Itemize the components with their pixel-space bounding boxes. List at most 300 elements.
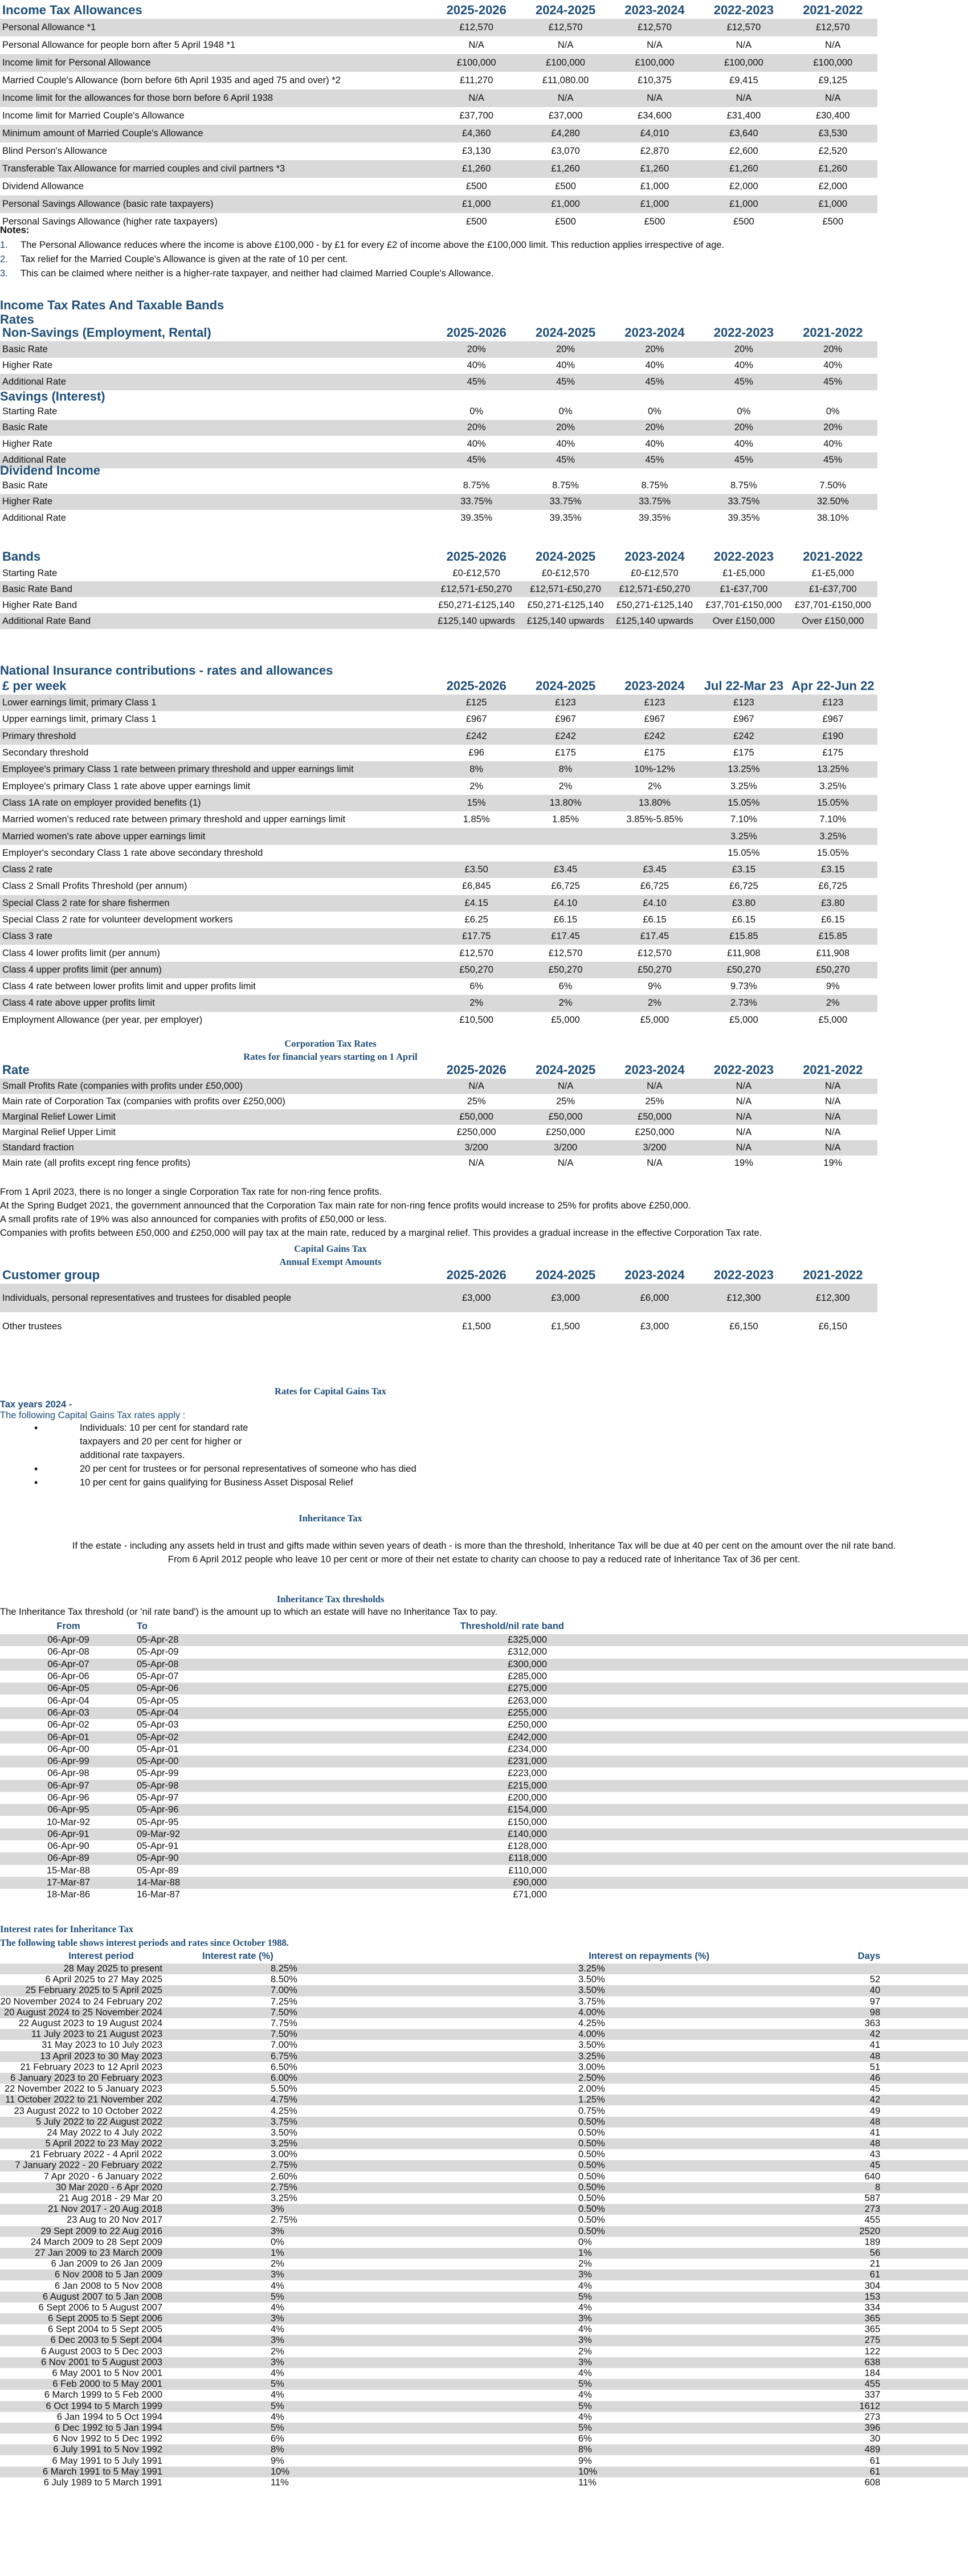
interest-rate-row <box>0 2434 968 2444</box>
non-savings-table-cell: 20% <box>789 341 877 358</box>
interest-days: 396 <box>709 2423 880 2434</box>
iht-from-date: 06-Apr-91 <box>0 1828 137 1840</box>
interest-period: 23 August 2022 to 10 October 2022 <box>14 2105 162 2116</box>
interest-rates-title: Interest rates for Inheritance Tax <box>0 1924 134 1934</box>
savings-table-row <box>0 436 877 452</box>
income-tax-allowances-table-cell: £1,000 <box>610 195 699 213</box>
ni-row <box>0 811 877 828</box>
iht-threshold-value: £200,000 <box>508 1793 547 1803</box>
interest-on-repayments: 2% <box>578 2346 592 2357</box>
interest-on-repayments: 3.75% <box>578 1996 605 2007</box>
interest-blank-cell <box>880 2193 968 2204</box>
iht-from-date: 17-Mar-87 <box>0 1877 137 1889</box>
ni-cell: £6,725 <box>551 881 580 892</box>
interest-rate: 4.25% <box>271 2105 297 2116</box>
iht-blank-cell <box>564 1767 968 1779</box>
interest-rate-row <box>0 2193 968 2204</box>
interest-col-header: Interest on repayments (%) <box>589 1950 709 1961</box>
interest-days: 45 <box>869 2084 880 2095</box>
income-tax-allowances-table-row-label: Blind Person's Allowance <box>2 146 107 156</box>
ni-cell: £10,500 <box>459 1014 493 1025</box>
corporation-tax-notes <box>0 1185 762 1240</box>
interest-blank-cell <box>880 2171 968 2182</box>
inheritance-tax-title: Inheritance Tax <box>299 1513 362 1524</box>
income-tax-allowances-table-cell: £3,640 <box>699 125 788 142</box>
income-tax-allowances-table-row <box>0 125 877 142</box>
non-savings-table-header <box>0 324 877 341</box>
ni-cell: 1.85% <box>463 814 490 825</box>
non-savings-table-cell: 20% <box>699 341 788 358</box>
income-tax-allowances-table-cell: £31,400 <box>726 111 761 121</box>
ni-cell: £242 <box>521 728 610 745</box>
capital-gains-table-header <box>0 1266 877 1284</box>
corporation-tax-table-cell: N/A <box>610 1079 699 1094</box>
interest-days: 8 <box>709 2182 880 2193</box>
interest-on-repayments: 0.50% <box>578 2215 605 2226</box>
iht-threshold-row <box>0 1767 968 1779</box>
iht-to-date: 05-Apr-00 <box>137 1756 239 1767</box>
iht-threshold-value: £250,000 <box>508 1720 547 1730</box>
savings-table <box>0 403 877 468</box>
iht-from-date: 06-Apr-01 <box>0 1731 137 1743</box>
savings-table-cell: 45% <box>789 452 877 469</box>
income-tax-allowances-table-cell: £37,700 <box>459 111 493 121</box>
ni-row-label: Employment Allowance (per year, per employer) <box>2 1014 203 1025</box>
dividend-table-cell: 39.35% <box>460 512 493 523</box>
interest-rate: 3.25% <box>202 2138 333 2149</box>
non-savings-table-cell: 40% <box>467 360 486 371</box>
interest-days: 365 <box>709 2313 880 2324</box>
interest-rate: 5.50% <box>271 2084 297 2095</box>
ni-row-label: Married women's reduced rate between primary threshold and upper earnings limit <box>2 814 346 825</box>
iht-to-date: 05-Apr-04 <box>137 1707 239 1719</box>
income-tax-allowances-table-cell: £1,260 <box>789 160 877 178</box>
non-savings-table-row <box>0 374 877 390</box>
non-savings-table-col-header: 2024-2025 <box>535 325 596 340</box>
iht-thresholds-title: Inheritance Tax thresholds <box>276 1594 385 1605</box>
ni-cell: £123 <box>610 695 699 711</box>
iht-threshold-value: £312,000 <box>508 1647 547 1658</box>
corporation-tax-table-cell: N/A <box>699 1109 788 1125</box>
non-savings-table-cell: 40% <box>556 360 575 371</box>
dividend-table-cell: 33.75% <box>610 494 699 511</box>
rates-subtitle: Rates <box>0 312 34 326</box>
iht-from-date: 06-Apr-07 <box>0 1659 137 1671</box>
interest-days: 52 <box>869 1974 880 1985</box>
iht-threshold-row <box>0 1865 968 1877</box>
income-tax-allowances-table-row <box>0 160 877 178</box>
interest-rate-row <box>0 2105 968 2116</box>
savings-table-cell: 0% <box>826 406 840 417</box>
corporation-tax-table-cell: N/A <box>736 1096 752 1107</box>
interest-blank-cell <box>880 2313 968 2324</box>
interest-rate-row <box>0 2390 968 2401</box>
income-tax-allowances-table-row-label: Income limit for Personal Allowance <box>0 54 432 72</box>
iht-to-date: 16-Mar-87 <box>137 1889 181 1900</box>
bands-table-header <box>0 548 877 565</box>
iht-threshold-row <box>0 1719 968 1731</box>
interest-rate: 3.00% <box>271 2149 297 2160</box>
savings-table-row-label: Higher Rate <box>2 438 53 449</box>
ni-cell: £50,270 <box>610 962 699 978</box>
interest-period: 6 March 1999 to 5 Feb 2000 <box>44 2390 162 2401</box>
ni-cell: £50,270 <box>699 962 788 978</box>
corporation-tax-table-cell: £50,000 <box>521 1109 610 1125</box>
interest-rate-row <box>0 2237 968 2248</box>
ni-cell: £50,270 <box>521 962 610 978</box>
ni-cell: £6.15 <box>732 915 756 925</box>
iht-from-date: 06-Apr-90 <box>47 1841 89 1852</box>
interest-blank-cell <box>880 2292 968 2303</box>
ni-cell: £242 <box>432 728 521 745</box>
notes-title: Notes: <box>0 225 30 235</box>
corporation-tax-table-row-label: Main rate (all profits except ring fence profits) <box>2 1158 191 1168</box>
ni-row <box>0 828 877 844</box>
interest-days: 46 <box>709 2073 880 2084</box>
interest-on-repayments: 4% <box>578 2280 592 2291</box>
interest-days: 638 <box>709 2357 880 2368</box>
non-savings-table-row-label: Basic Rate <box>0 341 432 358</box>
ni-row-label: Employee's primary Class 1 rate above upper earnings limit <box>2 781 251 791</box>
income-tax-allowances-table-cell: £500 <box>733 217 754 227</box>
income-tax-allowances-table-row-label: Personal Allowance for people born after 5 April 1948 *1 <box>2 40 236 50</box>
interest-on-repayments: 0.50% <box>333 2204 709 2215</box>
interest-on-repayments: 3.50% <box>333 1985 709 1996</box>
interest-rate: 3% <box>202 2204 333 2215</box>
interest-rate-row <box>0 2084 968 2095</box>
ni-cell: 9.73% <box>730 981 757 992</box>
corporation-tax-table-cell: 19% <box>823 1158 843 1168</box>
iht-from-date: 10-Mar-92 <box>46 1816 91 1827</box>
corporation-tax-note: At the Spring Budget 2021, the government announced that the Corporation Tax main rate for non-ring fence profits would increase to 25% for profits above £250,000. <box>0 1201 691 1211</box>
ni-row <box>0 745 877 761</box>
ni-row <box>0 995 877 1011</box>
ni-cell: 2% <box>521 995 610 1011</box>
interest-blank-cell <box>880 2259 968 2269</box>
ni-cell: 15.05% <box>699 795 788 811</box>
income-tax-allowances-table-cell: N/A <box>432 89 521 107</box>
iht-to-date: 05-Apr-98 <box>137 1780 239 1792</box>
corporation-tax-table-cell: 19% <box>734 1158 753 1168</box>
iht-from-date: 06-Apr-89 <box>0 1852 137 1864</box>
interest-blank-cell <box>880 2303 968 2313</box>
income-tax-allowances-table-cell: £100,000 <box>432 54 521 72</box>
corporation-tax-table-row-label: Standard fraction <box>0 1140 432 1156</box>
capital-gains-table-cell: £1,500 <box>461 1321 491 1332</box>
ni-cell <box>521 828 610 844</box>
interest-blank-cell <box>880 2357 968 2368</box>
iht-threshold-row <box>0 1683 968 1695</box>
dividend-table-row <box>0 494 877 511</box>
ni-cell: £15.85 <box>789 928 877 945</box>
income-tax-allowances-table-cell: £1,000 <box>699 195 788 213</box>
ni-header-label: £ per week <box>2 678 67 693</box>
corporation-tax-table-cell: 25% <box>556 1096 575 1107</box>
income-tax-allowances-table-cell: N/A <box>699 89 788 107</box>
interest-days: 587 <box>864 2193 880 2204</box>
corporation-tax-table-cell: 25% <box>645 1096 664 1107</box>
interest-rate-row <box>0 2040 968 2051</box>
non-savings-table-col-header: 2023-2024 <box>624 325 685 340</box>
income-tax-allowances-table <box>0 1 877 231</box>
interest-days: 489 <box>709 2444 880 2455</box>
ni-cell: £3.15 <box>699 862 788 878</box>
income-tax-allowances-table-cell: N/A <box>557 40 574 50</box>
interest-period: 21 Aug 2018 - 29 Mar 20 <box>59 2193 162 2204</box>
iht-blank-cell <box>564 1634 968 1646</box>
ni-header <box>0 677 877 695</box>
iht-threshold-value: £71,000 <box>513 1889 547 1900</box>
iht-threshold-row <box>0 1792 968 1804</box>
non-savings-table-row <box>0 358 877 374</box>
income-tax-allowances-table-row-label: Income limit for the allowances for those born before 6 April 1938 <box>0 89 432 107</box>
ni-cell: 13.25% <box>699 761 788 778</box>
ni-row-label: Class 3 rate <box>0 928 432 945</box>
iht-threshold-value: £242,000 <box>239 1731 564 1743</box>
ni-row-label: Lower earnings limit, primary Class 1 <box>0 695 432 711</box>
iht-blank-cell <box>564 1659 968 1671</box>
ni-cell: £4.10 <box>521 895 610 912</box>
income-tax-allowances-table-cell: £1,000 <box>521 195 610 213</box>
dividend-table-row-label: Basic Rate <box>2 480 48 491</box>
dividend-table-row-label: Additional Rate <box>2 512 66 523</box>
interest-on-repayments: 3% <box>333 2357 709 2368</box>
bands-table-cell: Over £150,000 <box>789 613 877 629</box>
corporation-tax-table-cell: N/A <box>736 1127 752 1137</box>
bullet-icon: • <box>34 1477 38 1488</box>
interest-rate: 2.75% <box>271 2215 297 2226</box>
income-tax-allowances-table-cell: £500 <box>465 217 487 227</box>
interest-blank-cell <box>880 2138 968 2149</box>
interest-rate-row <box>0 2477 968 2488</box>
interest-period: 30 Mar 2020 - 6 Apr 2020 <box>0 2182 202 2193</box>
ni-row-label: Employer's secondary Class 1 rate above secondary threshold <box>2 847 263 858</box>
ni-row <box>0 778 877 794</box>
corporation-tax-table-cell: N/A <box>521 1079 610 1094</box>
corporation-tax-table-header <box>0 1061 877 1079</box>
income-tax-allowances-table-cell: £500 <box>822 217 844 227</box>
interest-on-repayments: 5% <box>333 2379 709 2390</box>
interest-blank-cell <box>880 2379 968 2390</box>
ni-cell: £17.45 <box>610 928 699 945</box>
bands-table-row-label: Starting Rate <box>2 568 58 578</box>
interest-blank-cell <box>880 2335 968 2346</box>
interest-period: 25 February 2025 to 5 April 2025 <box>0 1985 202 1996</box>
iht-from-date: 06-Apr-96 <box>47 1793 89 1803</box>
ni-cell: £5,000 <box>818 1014 848 1025</box>
savings-table-cell: 20% <box>699 420 788 436</box>
ni-cell <box>432 828 521 844</box>
iht-from-date: 06-Apr-97 <box>0 1780 137 1792</box>
interest-rate: 2.75% <box>202 2182 333 2193</box>
iht-threshold-row <box>0 1828 968 1840</box>
interest-rate: 8% <box>202 2444 333 2455</box>
interest-blank-cell <box>880 1985 968 1996</box>
interest-rate: 5% <box>202 2401 333 2412</box>
bands-table-cell: £125,140 upwards <box>521 613 610 629</box>
ni-cell <box>610 828 699 844</box>
income-tax-allowances-table-cell: £1,260 <box>610 160 699 178</box>
non-savings-table-header-label: Non-Savings (Employment, Rental) <box>2 325 211 340</box>
income-tax-allowances-table-row-label: Personal Savings Allowance (higher rate taxpayers) <box>2 217 218 227</box>
interest-blank-cell <box>880 2368 968 2379</box>
interest-rate-row <box>0 2292 968 2303</box>
ni-col-header: Jul 22-Mar 23 <box>704 678 784 693</box>
ni-row <box>0 895 877 912</box>
capital-gains-table-row <box>0 1284 877 1312</box>
interest-on-repayments: 1.25% <box>333 2095 709 2105</box>
interest-col-header: Days <box>857 1950 880 1961</box>
interest-days: 61 <box>869 2455 880 2466</box>
interest-rate: 9% <box>271 2455 284 2466</box>
bands-table-header-label: Bands <box>2 549 41 564</box>
iht-threshold-row <box>0 1634 968 1646</box>
ni-cell: 7.10% <box>819 814 847 825</box>
iht-threshold-row <box>0 1877 968 1889</box>
capital-gains-table-row-label: Individuals, personal representatives and trustees for disabled people <box>0 1284 432 1312</box>
corporation-tax-table <box>0 1061 877 1171</box>
interest-blank-cell <box>880 2062 968 2073</box>
ni-cell: 6% <box>469 981 484 992</box>
interest-period: 6 Jan 2008 to 5 Nov 2008 <box>55 2280 162 2291</box>
interest-blank-cell <box>880 2029 968 2040</box>
interest-days: 455 <box>864 2215 880 2226</box>
savings-table-cell: 20% <box>789 420 877 436</box>
iht-blank-cell <box>564 1646 968 1658</box>
income-tax-allowances-table-row <box>0 89 877 107</box>
cgt-rate-item <box>0 1476 416 1489</box>
interest-on-repayments: 3.25% <box>333 2051 709 2062</box>
income-tax-allowances-table-row <box>0 36 877 54</box>
note-text: The Personal Allowance reduces where the income is above £100,000 - by £1 for every £2 of income above the £100,000 limit. This reduction applies irrespective of age. <box>21 240 725 250</box>
interest-blank-cell <box>880 2423 968 2434</box>
iht-blank-cell <box>564 1744 968 1756</box>
ni-cell: 2.73% <box>699 995 788 1011</box>
interest-rate-row <box>0 2335 968 2346</box>
income-tax-allowances-table-cell: £12,570 <box>610 19 699 36</box>
interest-rate: 7.50% <box>202 2029 333 2040</box>
interest-on-repayments: 10% <box>333 2467 709 2477</box>
interest-rate-row <box>0 2346 968 2357</box>
bands-table-cell: £0-£12,570 <box>452 568 500 578</box>
interest-on-repayments: 0.50% <box>578 2193 605 2204</box>
corporation-tax-table-row-label: Marginal Relief Lower Limit <box>0 1109 432 1125</box>
iht-blank-cell <box>564 1671 968 1683</box>
interest-period: 5 April 2022 to 23 May 2022 <box>0 2138 202 2149</box>
ni-cell: 9% <box>826 981 840 992</box>
capital-gains-table-col-header: 2021-2022 <box>803 1267 863 1282</box>
interest-rates-intro: The following table shows interest periods and rates since October 1988. <box>0 1937 289 1948</box>
ni-cell: £125 <box>432 695 521 711</box>
iht-threshold-value: £118,000 <box>239 1852 564 1864</box>
bands-table-row <box>0 597 877 613</box>
corporation-tax-table-row-label: Small Profits Rate (companies with profits under £50,000) <box>0 1079 432 1094</box>
income-tax-allowances-table-col-header: 2023-2024 <box>624 2 685 17</box>
iht-to-date: 05-Apr-09 <box>137 1647 179 1658</box>
ni-cell: 7.10% <box>730 814 757 825</box>
bands-table-col-header: 2022-2023 <box>713 549 774 564</box>
interest-on-repayments: 3.50% <box>578 1974 605 1985</box>
interest-days: 61 <box>709 2269 880 2280</box>
capital-gains-table-cell: £3,000 <box>521 1284 610 1312</box>
income-tax-allowances-table-row-label: Personal Savings Allowance (basic rate taxpayers) <box>0 195 432 213</box>
iht-to-date: 05-Apr-91 <box>137 1841 179 1852</box>
bands-table-row-label: Additional Rate Band <box>0 613 432 629</box>
interest-blank-cell <box>880 1963 968 1974</box>
ni-cell: £6.15 <box>821 915 845 925</box>
interest-rate-row <box>0 2018 968 2029</box>
income-tax-allowances-table-row-label: Dividend Allowance <box>2 181 84 191</box>
savings-table-cell: 0% <box>469 406 484 417</box>
income-tax-allowances-table-cell: £100,000 <box>521 54 610 72</box>
ni-cell <box>432 845 521 862</box>
income-tax-rates-title: Income Tax Rates And Taxable Bands <box>0 298 224 312</box>
interest-days: 122 <box>864 2346 880 2357</box>
ni-cell: £50,270 <box>789 962 877 978</box>
iht-blank-cell <box>564 1719 968 1731</box>
non-savings-table-cell: 20% <box>610 341 699 358</box>
iht-threshold-row <box>0 1816 968 1828</box>
income-tax-allowances-table-row <box>0 195 877 213</box>
ni-cell: £3.80 <box>789 895 877 912</box>
interest-period: 24 May 2022 to 4 July 2022 <box>47 2127 162 2138</box>
interest-on-repayments: 0.50% <box>333 2117 709 2128</box>
corporation-tax-table-cell: £50,000 <box>432 1109 521 1125</box>
corporation-tax-table-cell: N/A <box>468 1158 484 1168</box>
income-tax-allowances-table-cell: £37,000 <box>548 111 583 121</box>
interest-days: 2520 <box>709 2226 880 2237</box>
corporation-tax-table-cell: N/A <box>647 1158 663 1168</box>
savings-table-cell: 45% <box>432 452 521 469</box>
income-tax-allowances-table-cell: N/A <box>647 40 663 50</box>
interest-days: 189 <box>864 2236 880 2247</box>
bands-table-cell: Over £150,000 <box>699 613 788 629</box>
interest-on-repayments: 11% <box>578 2477 597 2488</box>
ni-row <box>0 795 877 811</box>
interest-on-repayments: 3% <box>333 2313 709 2324</box>
iht-threshold-value: £255,000 <box>239 1707 564 1719</box>
interest-blank-cell <box>880 2149 968 2160</box>
iht-to-date: 05-Apr-08 <box>137 1659 239 1671</box>
savings-table-cell: 45% <box>699 452 788 469</box>
income-tax-allowances-table-cell: £100,000 <box>699 54 788 72</box>
income-tax-allowances-table-row <box>0 107 877 125</box>
corporation-tax-table-cell: 3/200 <box>521 1140 610 1156</box>
income-tax-allowances-table-cell: £2,520 <box>818 146 848 156</box>
income-tax-allowances-table-cell: £4,010 <box>610 125 699 142</box>
interest-period: 6 Sept 2006 to 5 August 2007 <box>38 2302 162 2313</box>
interest-rate-row <box>0 2051 968 2062</box>
iht-thresholds-header <box>0 1618 968 1634</box>
non-savings-table-cell: 20% <box>521 341 610 358</box>
interest-period: 6 Dec 2003 to 5 Sept 2004 <box>0 2335 202 2346</box>
ni-cell: £11,908 <box>727 948 761 958</box>
ni-cell: £4.10 <box>610 895 699 912</box>
savings-table-cell: 0% <box>558 406 573 417</box>
ni-row-label: Class 4 lower profits limit (per annum) <box>2 948 160 958</box>
note-item <box>0 252 724 267</box>
note-item <box>0 238 724 252</box>
non-savings-table-cell: 20% <box>432 341 521 358</box>
interest-rate-row <box>0 2379 968 2390</box>
interest-period: 24 March 2009 to 28 Sept 2009 <box>30 2236 162 2247</box>
iht-threshold-value: £90,000 <box>239 1877 564 1889</box>
ni-cell: £967 <box>733 714 754 725</box>
ni-row-label: Special Class 2 rate for share fishermen <box>0 895 432 912</box>
ni-cell: £50,270 <box>432 962 521 978</box>
interest-days: 334 <box>864 2302 880 2313</box>
interest-on-repayments: 0.50% <box>333 2226 709 2237</box>
